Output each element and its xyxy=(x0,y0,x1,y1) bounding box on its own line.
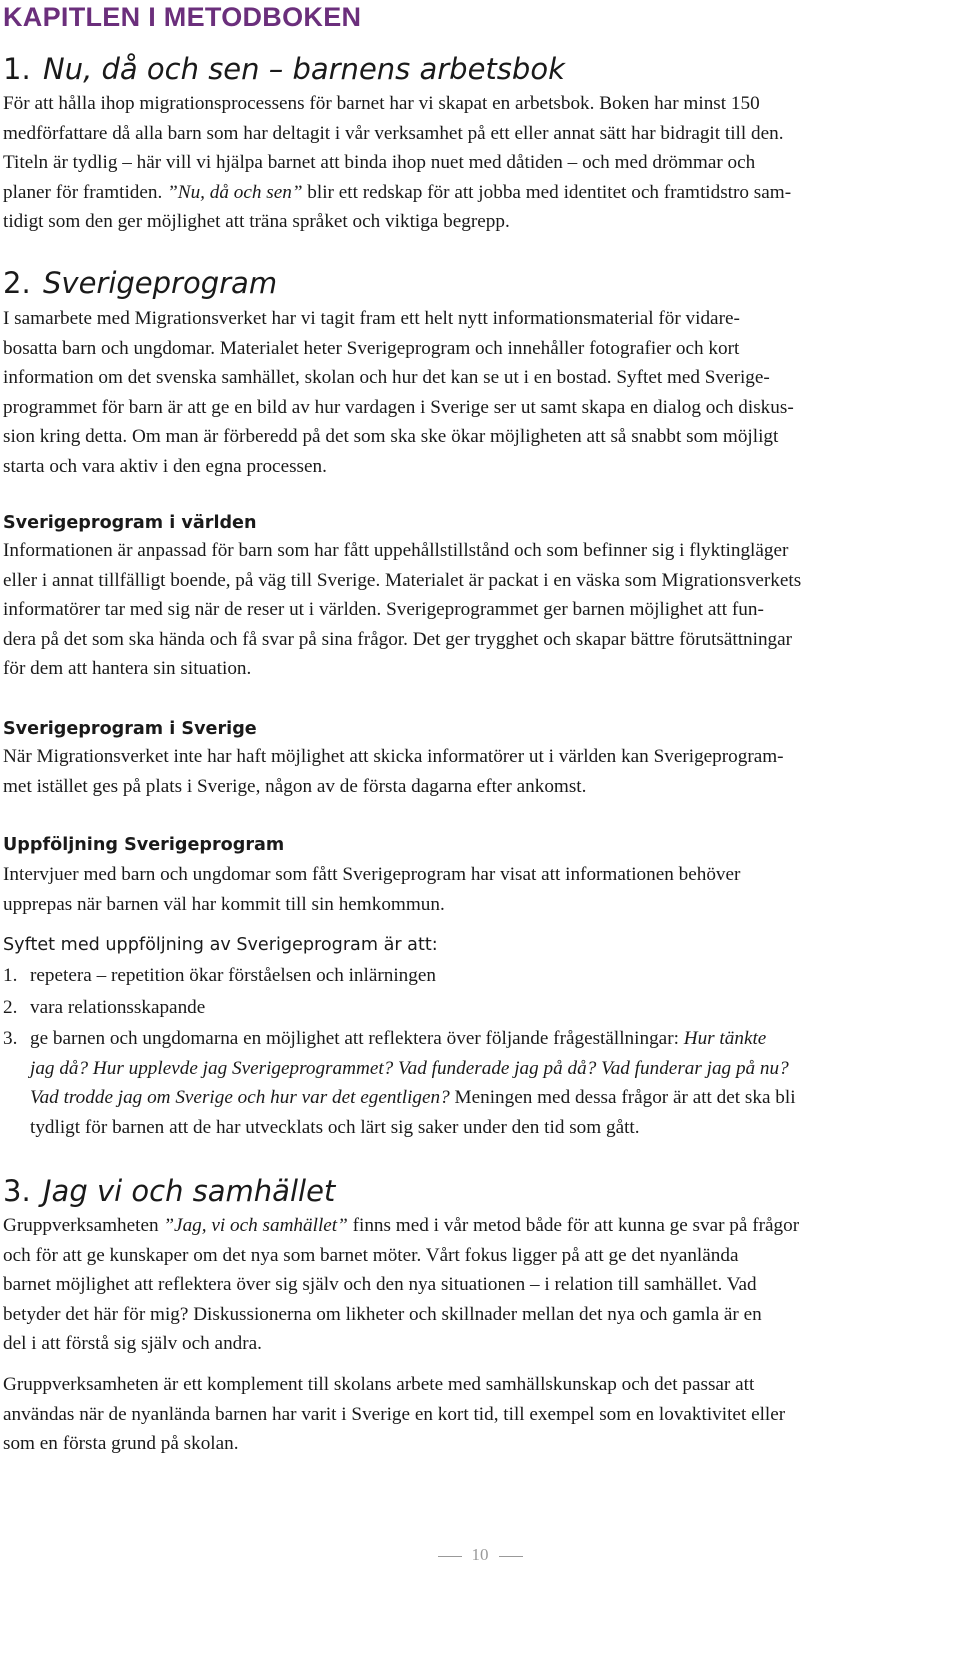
text-line: medförfattare då alla barn som har deltagit i vår verksamhet på ett eller annat sätt har bidragit till den. xyxy=(3,122,784,144)
text-line: tidigt som den ger möjlighet att träna språket och viktiga begrepp. xyxy=(3,211,510,233)
text-line: Intervjuer med barn och ungdomar som fått Sverigeprogram har visat att informationen behöver xyxy=(3,864,741,885)
text-line: upprepas när barnen väl har kommit till sin hemkommun. xyxy=(3,893,445,915)
list-item-text xyxy=(30,1083,955,1113)
footer-rule-left xyxy=(438,1556,462,1557)
text-line: bosatta barn och ungdomar. Materialet heter Sverigeprogram och innehåller fotografier och kort xyxy=(3,337,740,359)
text-line: information om det svenska samhället, skolan och hur det kan se ut i en bostad. Syftet med Sverige- xyxy=(3,367,770,389)
book-title-italic: ”Nu, då och sen” xyxy=(167,181,303,203)
section-2-heading xyxy=(3,265,277,301)
activity-title-italic: ”Jag, vi och samhället” xyxy=(163,1215,348,1236)
text-line: användas när de nyanlända barnen har varit i Sverige en kort tid, till exempel som en lovaktivitet eller xyxy=(3,1403,786,1425)
chapter-title: KAPITLEN I METODBOKEN xyxy=(3,2,362,32)
list-item-number: 1. xyxy=(3,965,18,986)
section-1-paragraph xyxy=(3,89,955,237)
section-1-number: 1. xyxy=(3,52,31,86)
sub-1-paragraph xyxy=(3,536,955,684)
text-line: för dem att hantera sin situation. xyxy=(3,658,252,680)
text-line: och för att ge kunskaper om det nya som barnet möter. Vårt fokus ligger på att ge det nyanlända xyxy=(3,1244,739,1266)
sub-2-paragraph xyxy=(3,742,955,801)
list-item-text xyxy=(30,1054,955,1084)
text-line: sion kring detta. Om man är förberedd på det som ska ske ökar möjligheten att så snabbt som möjligt xyxy=(3,426,779,448)
text-line xyxy=(3,1211,955,1241)
text-line: som en första grund på skolan. xyxy=(3,1433,239,1455)
list-item xyxy=(3,1024,955,1142)
text-line: Gruppverksamheten är ett komplement till skolans arbete med samhällskunskap och det passar att xyxy=(3,1374,755,1395)
text-line: informatörer tar med sig när de reser ut i världen. Sverigeprogrammet ger barnen möjlighet att fun- xyxy=(3,599,764,621)
text-line: programmet för barn är att ge en bild av hur vardagen i Sverige ser ut samt skapa en dialog och diskus- xyxy=(3,396,794,418)
page-number: 10 xyxy=(471,1545,489,1564)
list-intro: Syftet med uppföljning av Sverigeprogram är att: xyxy=(3,935,438,955)
text-line: eller i annat tillfälligt boende, på väg till Sverige. Materialet är packat i en väska som Migrationsverkets xyxy=(3,569,802,591)
list-item-text xyxy=(30,1024,955,1054)
text-line: För att hålla ihop migrationsprocessens för barnet har vi skapat en arbetsbok. Boken har minst 150 xyxy=(3,93,760,114)
section-3-number: 3. xyxy=(3,1174,31,1208)
text-line: met istället ges på plats i Sverige, någon av de första dagarna efter ankomst. xyxy=(3,775,587,797)
section-3-paragraph-2 xyxy=(3,1370,955,1459)
list-item-number: 2. xyxy=(3,996,18,1018)
sub-3-paragraph xyxy=(3,860,955,919)
section-1-title: Nu, då och sen – barnens arbetsbok xyxy=(43,52,565,86)
text-fragment: Meningen med dessa frågor är att det ska bli xyxy=(449,1087,796,1109)
list-item xyxy=(3,961,955,991)
text-line: starta och vara aktiv i den egna processen. xyxy=(3,455,327,477)
text-line: barnet möjlighet att reflektera över sig själv och den nya situationen – i relation till samhället. Vad xyxy=(3,1274,757,1296)
text-line: I samarbete med Migrationsverket har vi tagit fram ett helt nytt informationsmaterial för vidare- xyxy=(3,308,740,329)
section-3-paragraph-1 xyxy=(3,1211,955,1359)
text-line: dera på det som ska hända och få svar på sina frågor. Det ger trygghet och skapar bättre förutsättningar xyxy=(3,628,793,650)
list-item-number: 3. xyxy=(3,1028,18,1050)
footer-rule-right xyxy=(499,1556,523,1557)
text-fragment: blir ett redskap för att jobba med identitet och framtidstro sam- xyxy=(307,181,792,203)
text-fragment: ge barnen och ungdomarna en möjlighet att reflektera över följande frågeställningar: xyxy=(30,1028,684,1050)
question-italic: jag då? Hur upplevde jag Sverigeprogrammet? Vad funderade jag på då? Vad funderar jag på nu? xyxy=(30,1057,789,1079)
list-item-text: vara relationsskapande xyxy=(30,996,206,1018)
subheading-sverigeprogram-i-varlden: Sverigeprogram i världen xyxy=(3,513,257,533)
section-1-heading xyxy=(3,51,565,87)
text-line: betyder det här för mig? Diskussionerna om likheter och skillnader mellan det nya och gamla är en xyxy=(3,1303,762,1325)
section-3-heading xyxy=(3,1173,335,1209)
section-2-title: Sverigeprogram xyxy=(43,266,278,300)
section-2-paragraph xyxy=(3,304,955,482)
text-line: När Migrationsverket inte har haft möjlighet att skicka informatörer ut i världen kan Sverigeprogram- xyxy=(3,746,784,767)
page-footer xyxy=(0,1545,960,1565)
text-fragment: finns med i vår metod både för att kunna ge svar på frågor xyxy=(347,1215,800,1236)
list-item-text: tydligt för barnen att de har utvecklats och lärt sig saker under den tid som gått. xyxy=(30,1116,640,1138)
subheading-uppfoljning: Uppföljning Sverigeprogram xyxy=(3,835,285,855)
text-line xyxy=(3,178,955,208)
purpose-list xyxy=(3,961,955,1143)
question-italic: Hur tänkte xyxy=(683,1028,767,1050)
text-line: Informationen är anpassad för barn som har fått uppehållstillstånd och som befinner sig i flyktingläger xyxy=(3,540,789,561)
section-3-title: Jag vi och samhället xyxy=(43,1174,336,1208)
question-italic: Vad trodde jag om Sverige och hur var det egentligen? xyxy=(30,1087,450,1109)
text-line: del i att förstå sig själv och andra. xyxy=(3,1333,262,1355)
text-line: Titeln är tydlig – här vill vi hjälpa barnet att binda ihop nuet med dåtiden – och med drömmar och xyxy=(3,152,756,174)
list-item xyxy=(3,993,955,1023)
section-2-number: 2. xyxy=(3,266,31,300)
text-fragment: Gruppverksamheten xyxy=(3,1215,164,1236)
list-item-text: repetera – repetition ökar förståelsen och inlärningen xyxy=(30,965,436,986)
subheading-sverigeprogram-i-sverige: Sverigeprogram i Sverige xyxy=(3,719,257,739)
text-fragment: planer för framtiden. xyxy=(3,181,163,203)
